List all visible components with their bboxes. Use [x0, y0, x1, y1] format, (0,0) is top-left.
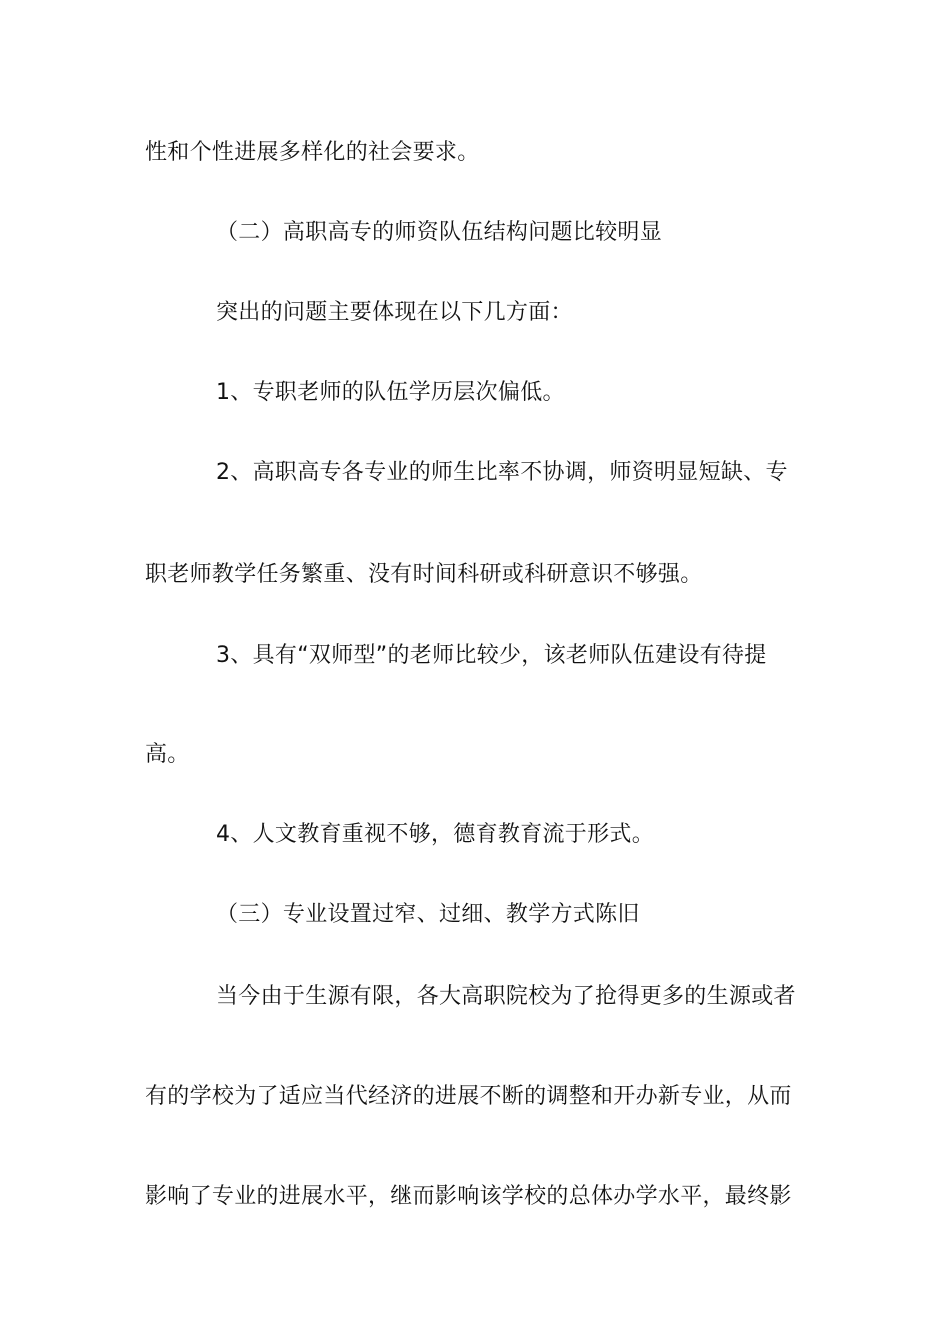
section-heading: （三）专业设置过窄、过细、教学方式陈旧	[216, 902, 640, 927]
paragraph-line: 高。	[145, 742, 190, 767]
paragraph-line: 当今由于生源有限，各大高职院校为了抢得更多的生源或者	[216, 984, 796, 1009]
list-item: 1、专职老师的队伍学历层次偏低。	[216, 380, 565, 405]
list-item: 4、人文教育重视不够，德育教育流于形式。	[216, 822, 654, 847]
section-heading: （二）高职高专的师资队伍结构问题比较明显	[216, 220, 663, 245]
paragraph-line: 性和个性进展多样化的社会要求。	[145, 140, 480, 165]
paragraph-line: 职老师教学任务繁重、没有时间科研或科研意识不够强。	[145, 562, 703, 587]
list-item: 2、高职高专各专业的师生比率不协调，师资明显短缺、专	[216, 460, 788, 485]
paragraph-line: 有的学校为了适应当代经济的进展不断的调整和开办新专业，从而	[145, 1084, 792, 1109]
paragraph-line: 突出的问题主要体现在以下几方面：	[216, 300, 573, 325]
paragraph-line: 影响了专业的进展水平，继而影响该学校的总体办学水平，最终影	[145, 1184, 792, 1209]
list-item: 3、具有“双师型”的老师比较少，该老师队伍建设有待提	[216, 643, 767, 668]
